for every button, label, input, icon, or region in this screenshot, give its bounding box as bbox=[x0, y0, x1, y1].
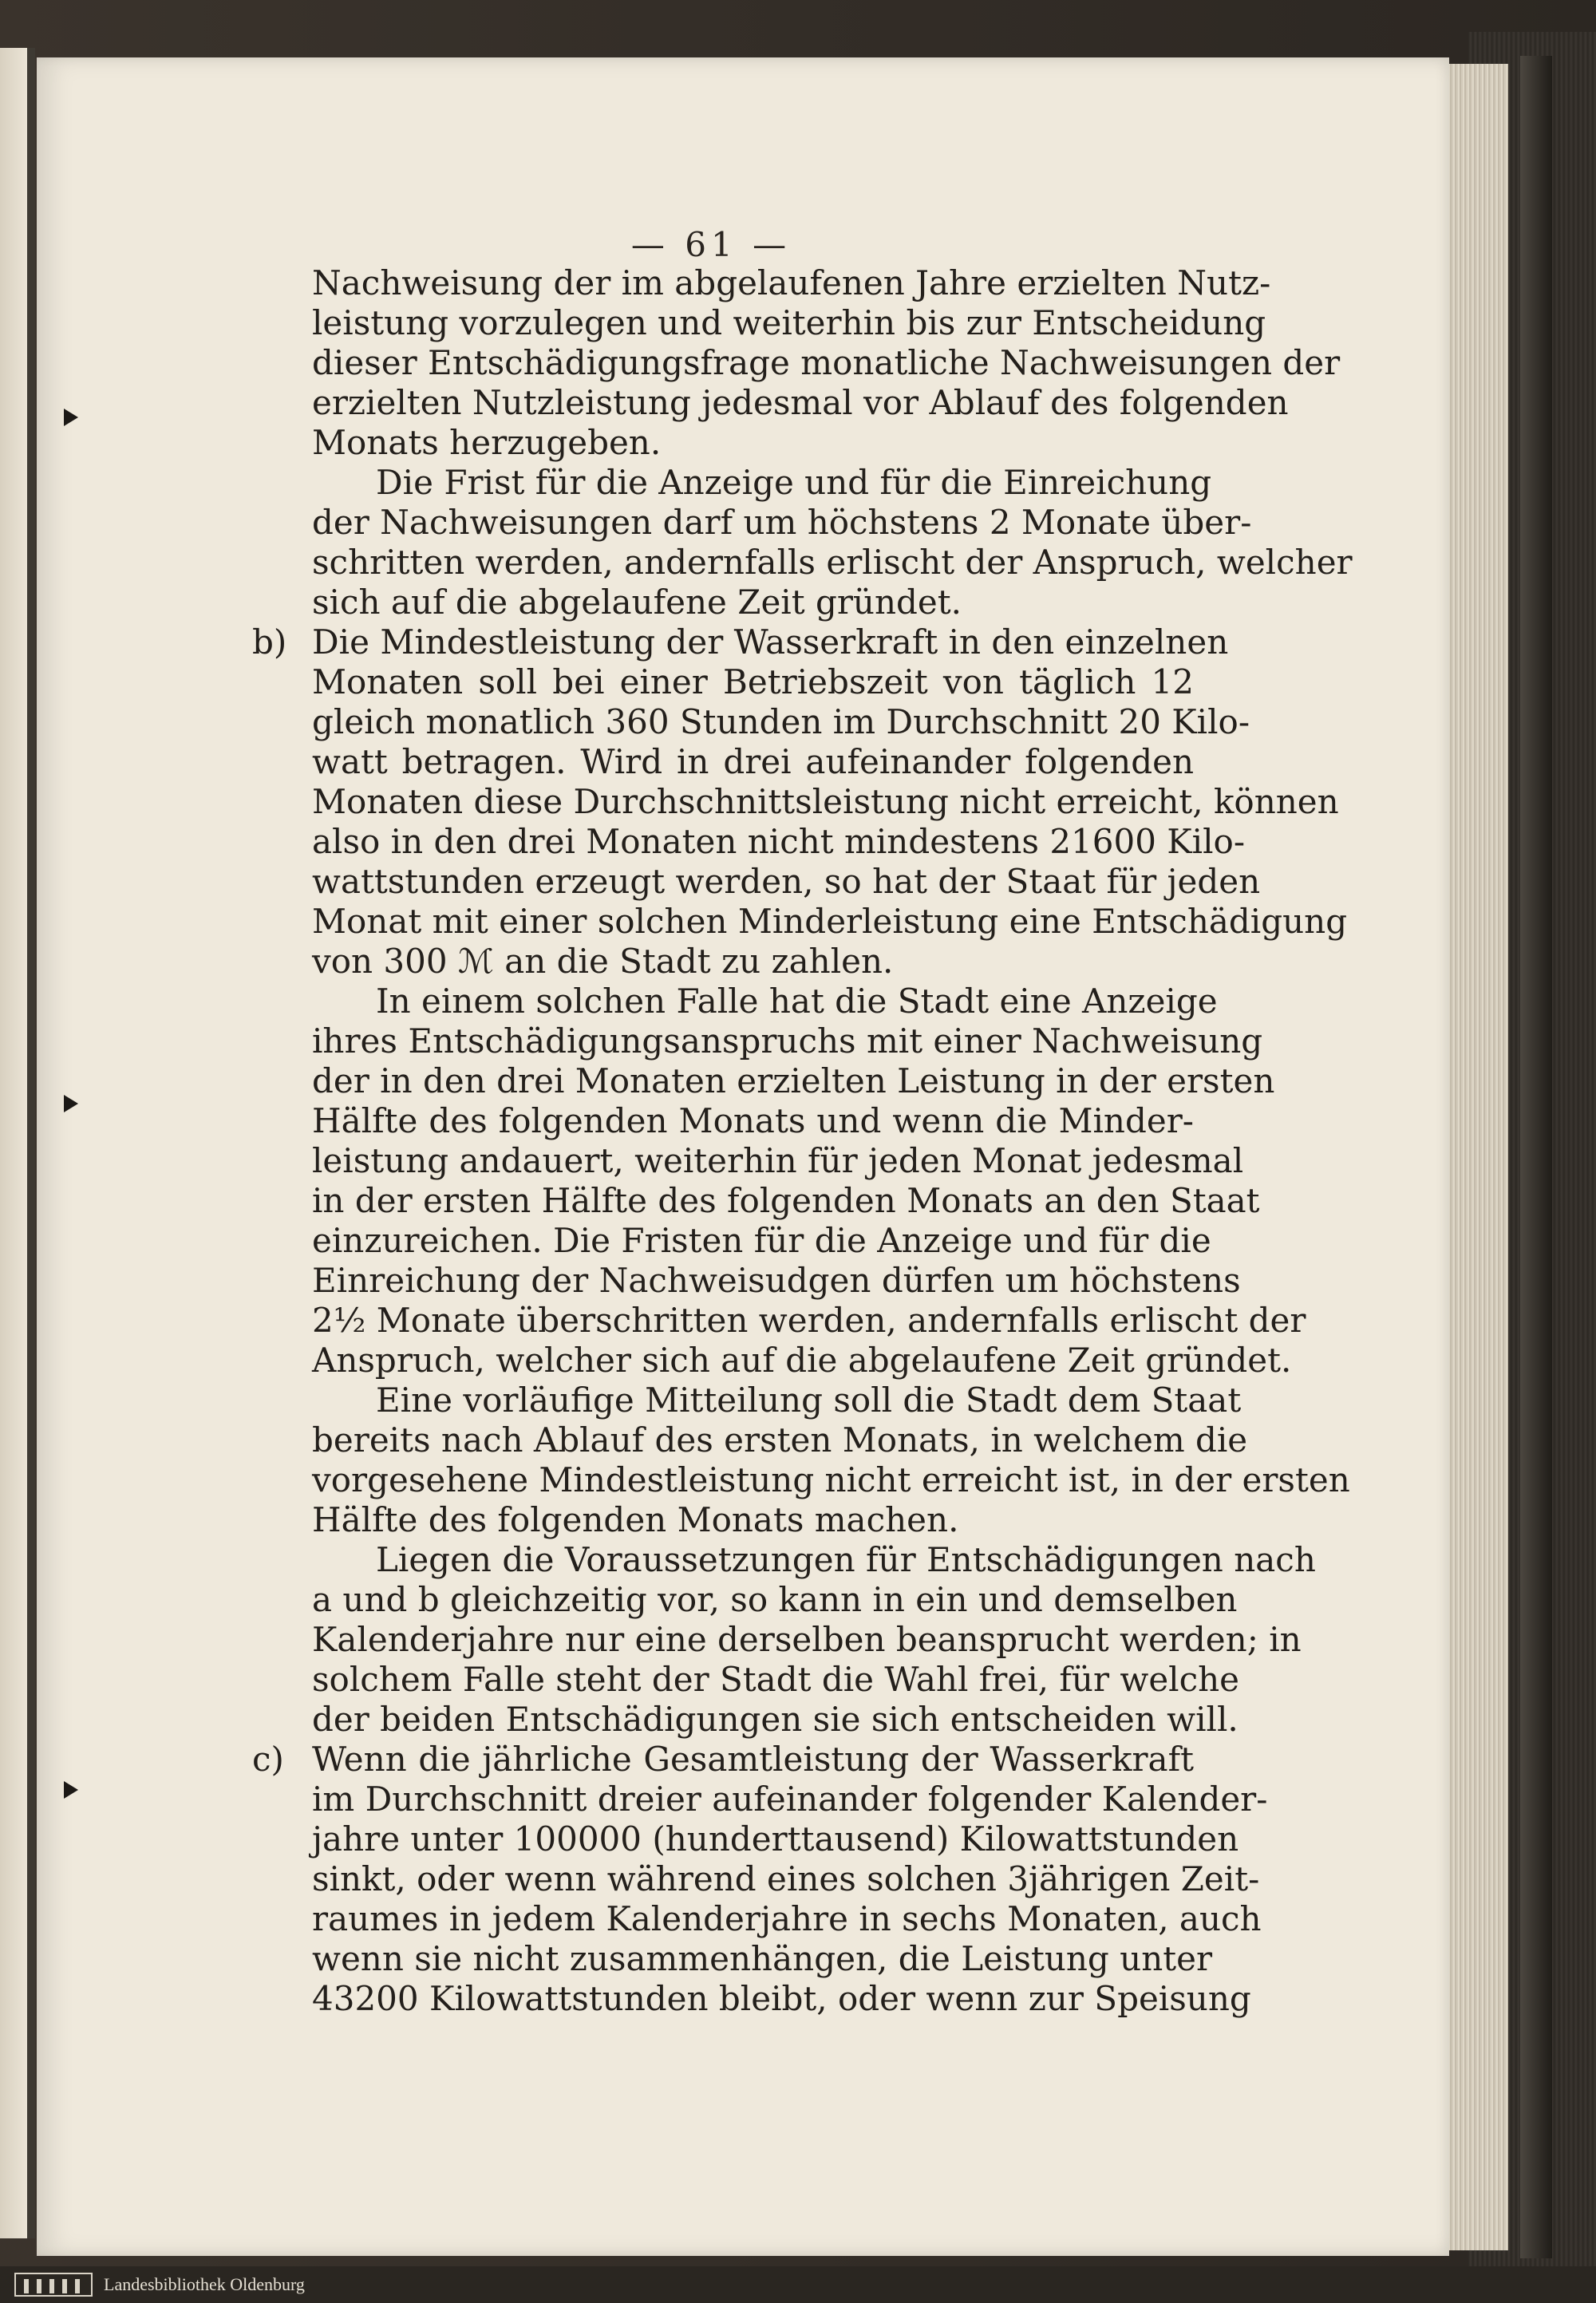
text-line: von 300 ℳ an die Stadt zu zahlen. bbox=[312, 942, 894, 981]
text-line: Monat mit einer solchen Minderleistung eine Entschädigung bbox=[312, 902, 1348, 941]
book-cover-edge bbox=[1520, 56, 1552, 2258]
text-line: gleich monatlich 360 Stunden im Durchschnitt 20 Kilo- bbox=[312, 702, 1250, 741]
text-line: Nachweisung der im abgelaufenen Jahre erzielten Nutz- bbox=[312, 263, 1271, 302]
text-line: ihres Entschädigungsanspruchs mit einer Nachweisung bbox=[312, 1021, 1263, 1061]
text-line: leistung vorzulegen und weiterhin bis zur Entscheidung bbox=[312, 303, 1266, 342]
text-line: Anspruch, welcher sich auf die abgelaufene Zeit gründet. bbox=[312, 1341, 1292, 1380]
text-line: Eine vorläufige Mitteilung soll die Stadt dem Staat bbox=[376, 1381, 1242, 1420]
text-line: watt betragen. Wird in drei aufeinander folgenden bbox=[312, 742, 1194, 781]
text-line: sinkt, oder wenn während eines solchen 3jährigen Zeit- bbox=[312, 1859, 1260, 1898]
text-line: einzureichen. Die Fristen für die Anzeige und für die bbox=[312, 1221, 1211, 1260]
item-marker-b: b) bbox=[252, 622, 287, 662]
text-line: 43200 Kilowattstunden bleibt, oder wenn zur Speisung bbox=[312, 1979, 1251, 2018]
item-marker-c: c) bbox=[252, 1740, 284, 1779]
text-line: Kalenderjahre nur eine derselben beansprucht werden; in bbox=[312, 1620, 1302, 1659]
text-line: im Durchschnitt dreier aufeinander folgender Kalender- bbox=[312, 1780, 1268, 1819]
text-line: Monaten soll bei einer Betriebszeit von täglich 12 bbox=[312, 662, 1194, 701]
margin-tab-marker bbox=[64, 1095, 78, 1112]
text-line: also in den drei Monaten nicht mindestens 21600 Kilo- bbox=[312, 822, 1246, 861]
text-line: der beiden Entschädigungen sie sich entscheiden will. bbox=[312, 1700, 1238, 1739]
text-line: erzielten Nutzleistung jedesmal vor Ablauf des folgenden bbox=[312, 383, 1289, 422]
text-line: Die Frist für die Anzeige und für die Einreichung bbox=[376, 463, 1212, 502]
text-line: solchem Falle steht der Stadt die Wahl frei, für welche bbox=[312, 1660, 1240, 1699]
text-line: a und b gleichzeitig vor, so kann in ein und demselben bbox=[312, 1580, 1238, 1619]
book-page bbox=[37, 57, 1449, 2256]
margin-tab-marker bbox=[64, 409, 78, 426]
page-number: — 61 — bbox=[630, 225, 792, 264]
text-line: jahre unter 100000 (hunderttausend) Kilowattstunden bbox=[312, 1819, 1239, 1859]
text-line: leistung andauert, weiterhin für jeden Monat jedesmal bbox=[312, 1141, 1244, 1180]
margin-tab-marker bbox=[64, 1781, 78, 1799]
text-line: bereits nach Ablauf des ersten Monats, in welchem die bbox=[312, 1420, 1248, 1460]
text-line: Liegen die Voraussetzungen für Entschädigungen nach bbox=[376, 1540, 1316, 1579]
text-line: schritten werden, andernfalls erlischt der Anspruch, welcher bbox=[312, 543, 1353, 582]
text-line: dieser Entschädigungsfrage monatliche Nachweisungen der bbox=[312, 343, 1341, 382]
text-line: 2½ Monate überschritten werden, andernfalls erlischt der bbox=[312, 1301, 1306, 1340]
text-line: der Nachweisungen darf um höchstens 2 Monate über- bbox=[312, 503, 1252, 542]
previous-page-sliver bbox=[0, 48, 27, 2238]
text-line: Die Mindestleistung der Wasserkraft in den einzelnen bbox=[312, 622, 1229, 662]
text-line: wenn sie nicht zusammenhängen, die Leistung unter bbox=[312, 1939, 1213, 1978]
text-line: Wenn die jährliche Gesamtleistung der Wasserkraft bbox=[312, 1740, 1194, 1779]
text-line: Hälfte des folgenden Monats und wenn die Minder- bbox=[312, 1101, 1194, 1140]
text-line: sich auf die abgelaufene Zeit gründet. bbox=[312, 583, 962, 622]
library-name: Landesbibliothek Oldenburg bbox=[104, 2274, 305, 2294]
text-line: Monats herzugeben. bbox=[312, 423, 662, 462]
text-line: raumes in jedem Kalenderjahre in sechs Monaten, auch bbox=[312, 1899, 1262, 1938]
text-line: in der ersten Hälfte des folgenden Monats an den Staat bbox=[312, 1181, 1260, 1220]
text-line: Einreichung der Nachweisudgen dürfen um höchstens bbox=[312, 1261, 1241, 1300]
text-line: In einem solchen Falle hat die Stadt eine Anzeige bbox=[376, 982, 1218, 1021]
text-line: Monaten diese Durchschnittsleistung nicht erreicht, können bbox=[312, 782, 1339, 821]
viewer-footer bbox=[0, 2266, 1596, 2303]
text-line: vorgesehene Mindestleistung nicht erreicht ist, in der ersten bbox=[312, 1460, 1350, 1499]
library-building-icon bbox=[14, 2273, 93, 2297]
binding-gutter bbox=[27, 48, 35, 2238]
text-line: wattstunden erzeugt werden, so hat der Staat für jeden bbox=[312, 862, 1261, 901]
text-line: der in den drei Monaten erzielten Leistung in der ersten bbox=[312, 1061, 1275, 1100]
text-line: Hälfte des folgenden Monats machen. bbox=[312, 1500, 959, 1539]
